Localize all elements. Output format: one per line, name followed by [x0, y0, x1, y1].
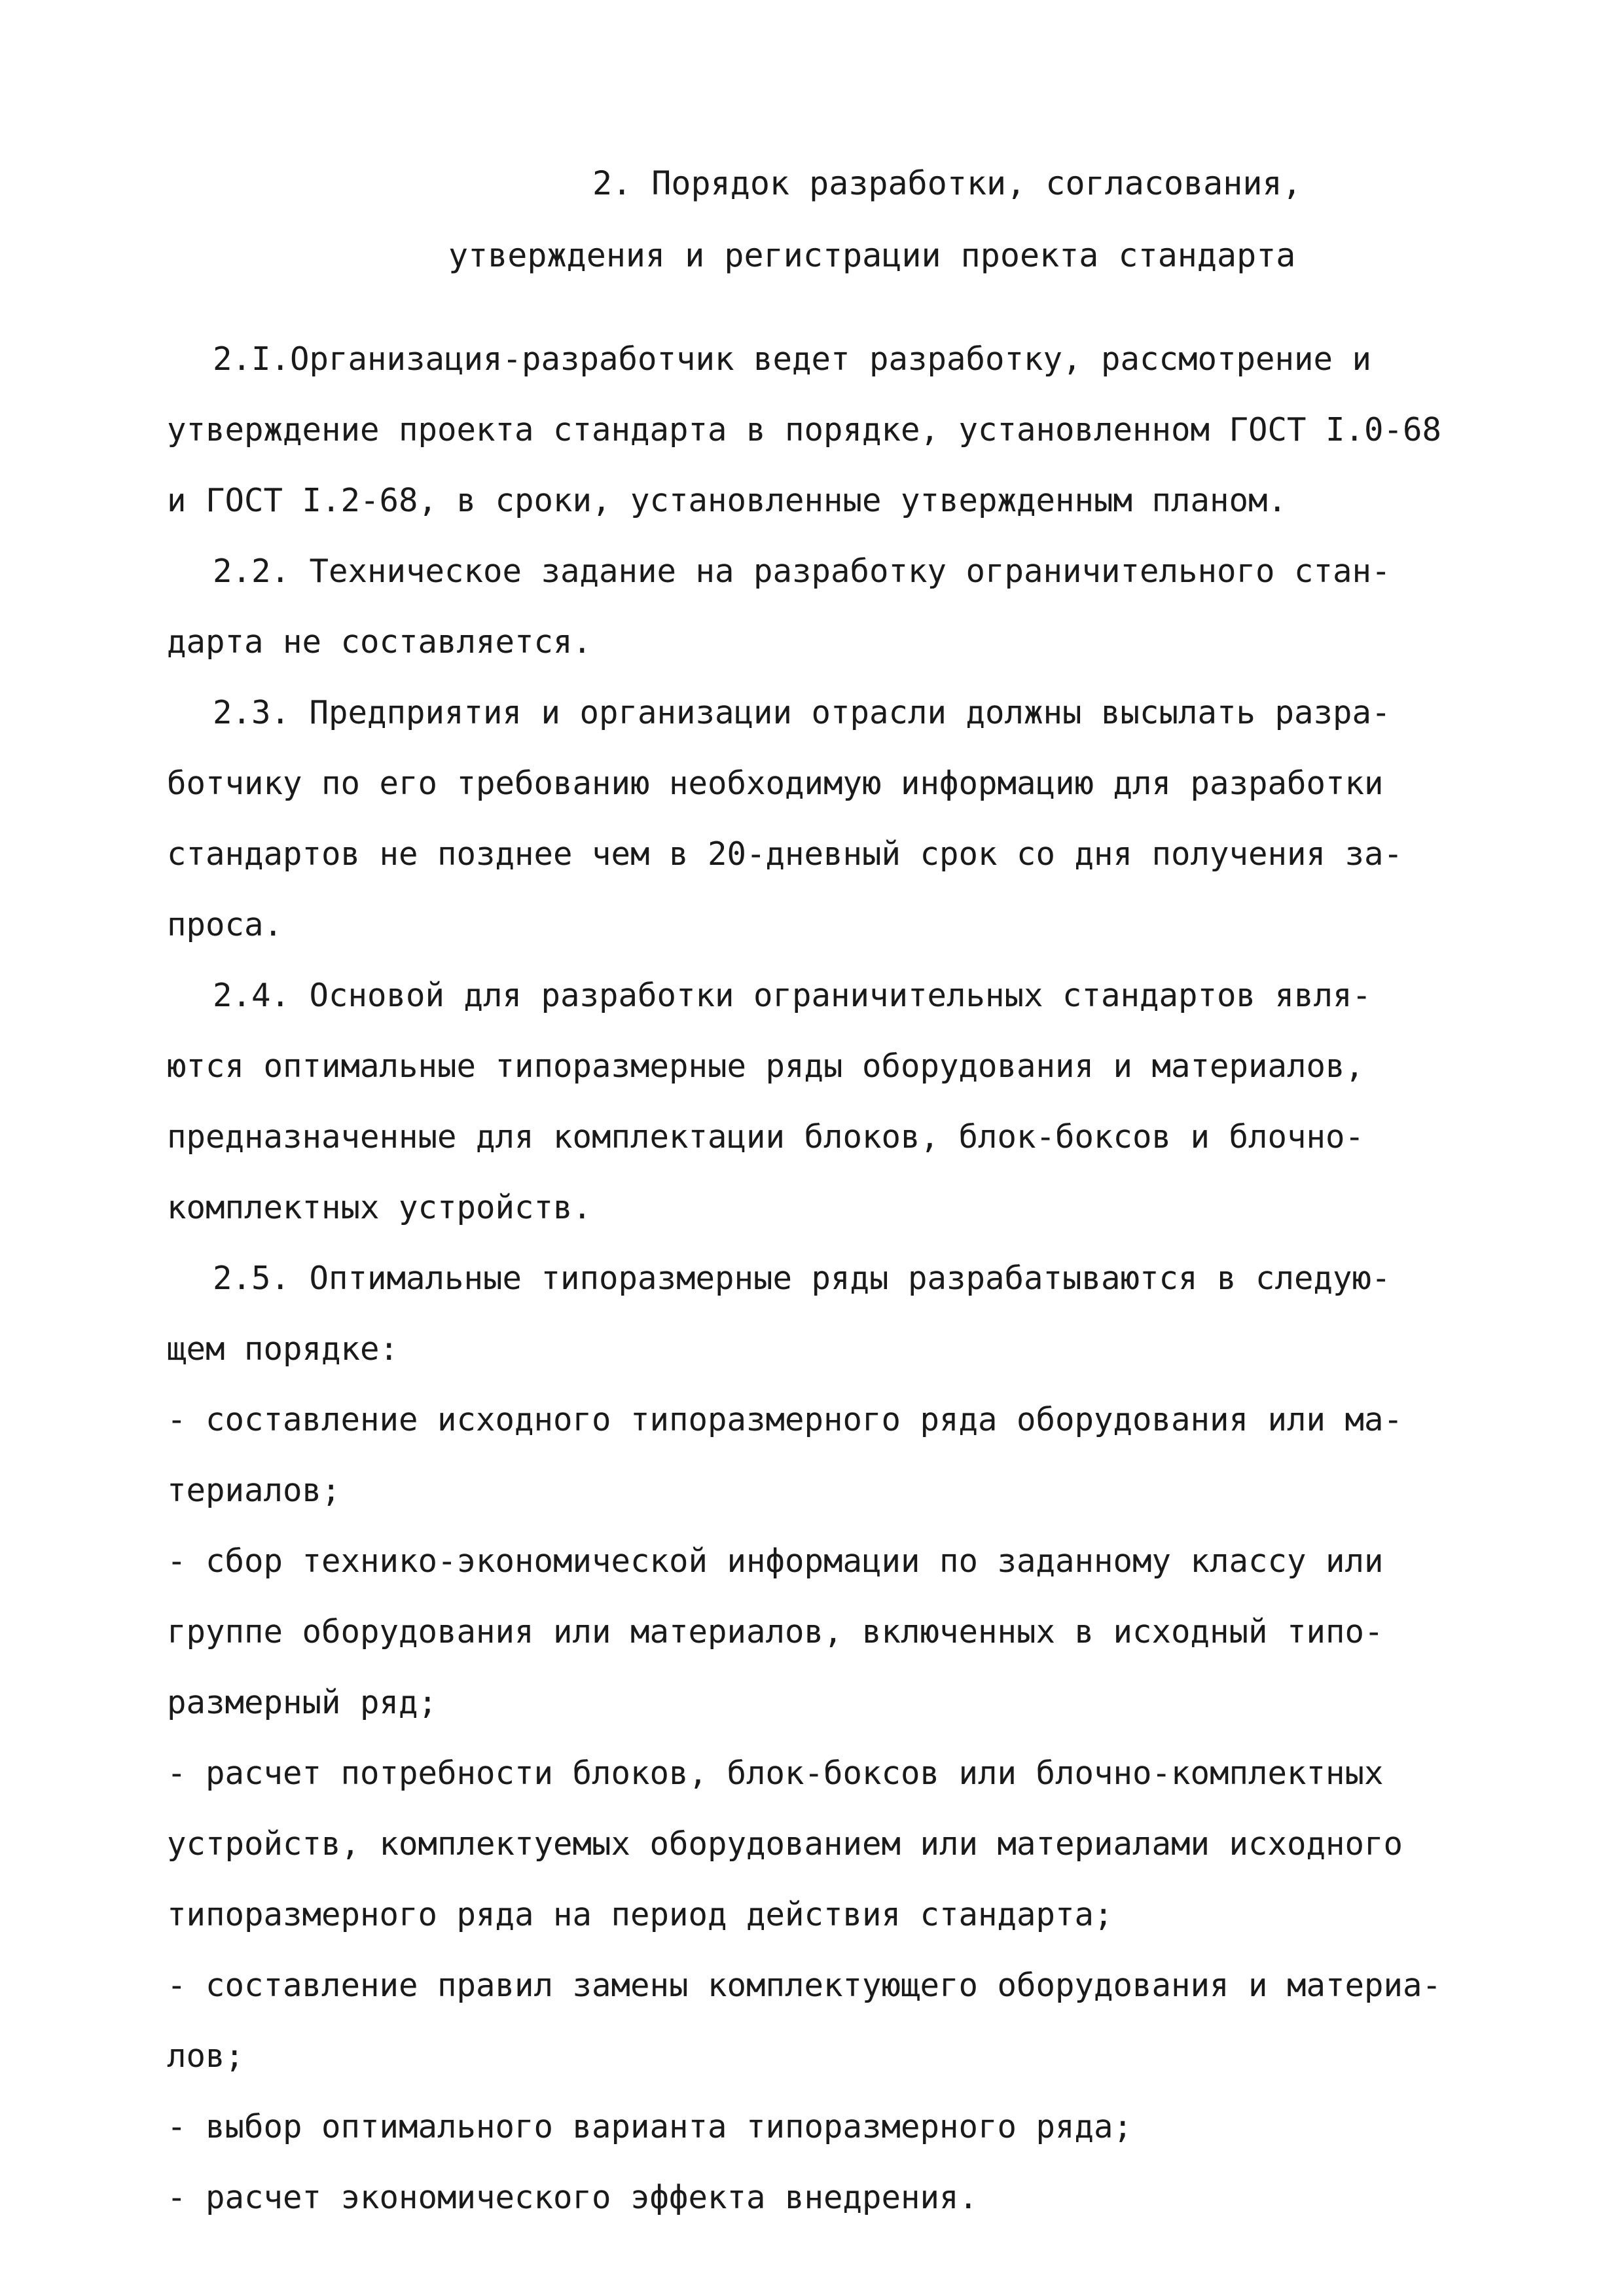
text-line: проса. — [167, 906, 283, 943]
text-line: - расчет потребности блоков, блок-боксов или блочно-комплектных — [167, 1755, 1384, 1792]
text-line: устройств, комплектуемых оборудованием или материалами исходного — [167, 1825, 1403, 1863]
text-line: утверждение проекта стандарта в порядке, установленном ГОСТ I.0-68 — [167, 411, 1442, 448]
text-line: группе оборудования или материалов, включенных в исходный типо- — [167, 1613, 1384, 1650]
text-line: предназначенные для комплектации блоков, блок-боксов и блочно- — [167, 1118, 1365, 1156]
text-line: - расчет экономического эффекта внедрения. — [167, 2179, 979, 2216]
text-line: стандартов не позднее чем в 20-дневный срок со дня получения за- — [167, 835, 1403, 873]
text-line: и ГОСТ I.2-68, в сроки, установленные утвержденным планом. — [167, 482, 1288, 519]
text-line: типоразмерного ряда на период действия стандарта; — [167, 1896, 1113, 1933]
text-line: 2.4. Основой для разработки ограничительных стандартов явля- — [213, 977, 1372, 1014]
text-line: 2.2. Техническое задание на разработку ограничительного стан- — [213, 553, 1391, 590]
text-line: дарта не составляется. — [167, 623, 592, 661]
text-line: комплектных устройств. — [167, 1189, 592, 1226]
text-line: ботчику по его требованию необходимую информацию для разработки — [167, 765, 1384, 802]
text-line: - сбор технико-экономической информации по заданному классу или — [167, 1542, 1384, 1580]
text-line: - составление правил замены комплектующего оборудования и материа- — [167, 1967, 1442, 2004]
text-line: - составление исходного типоразмерного ряда оборудования или ма- — [167, 1401, 1403, 1438]
text-line: размерный ряд; — [167, 1684, 438, 1721]
section-heading — [0, 147, 1624, 291]
text-line: ются оптимальные типоразмерные ряды оборудования и материалов, — [167, 1048, 1365, 1085]
text-line: щем порядке: — [167, 1330, 399, 1368]
text-line: 2.3. Предприятия и организации отрасли должны высылать разра- — [213, 694, 1391, 731]
text-line: 2.I.Организация-разработчик ведет разработку, рассмотрение и — [213, 340, 1372, 378]
heading-line-1: 2. Порядок разработки, согласования, — [592, 164, 1302, 202]
document-body — [167, 324, 1528, 2233]
heading-line-2: утверждения и регистрации проекта стандарта — [448, 236, 1296, 274]
text-line: лов; — [167, 2037, 245, 2075]
text-line: 2.5. Оптимальные типоразмерные ряды разрабатываются в следую- — [213, 1260, 1391, 1297]
text-line: - выбор оптимального варианта типоразмерного ряда; — [167, 2108, 1133, 2145]
text-line: териалов; — [167, 1472, 341, 1509]
